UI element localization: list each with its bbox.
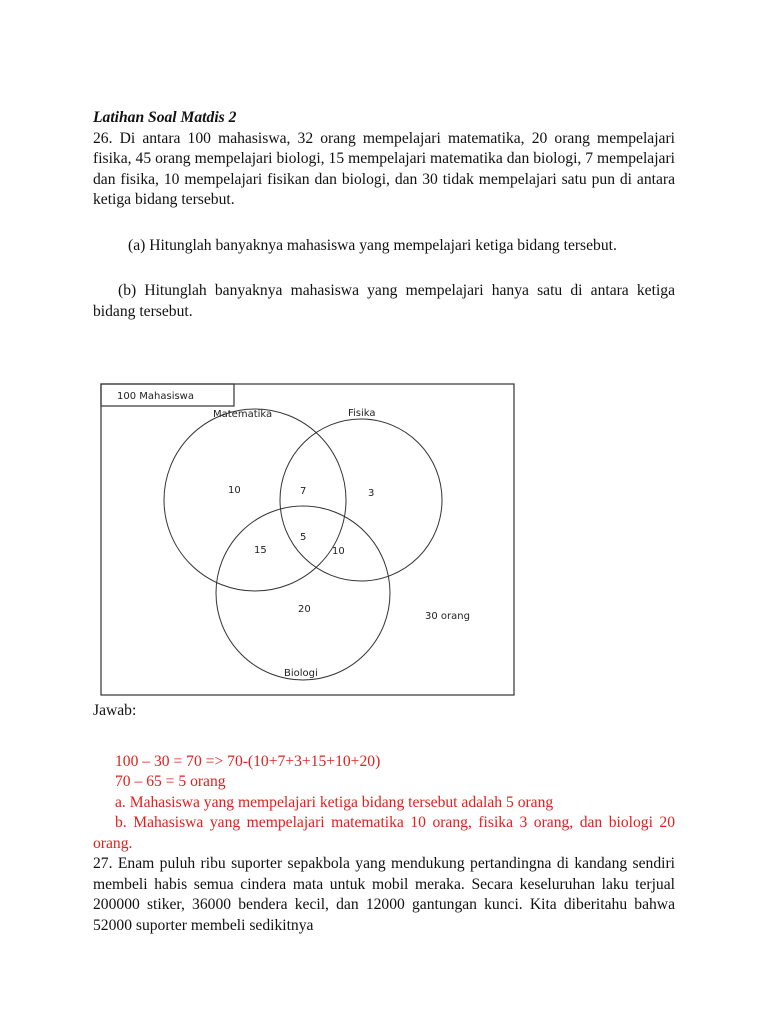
region-all-three: 5 bbox=[300, 532, 307, 543]
question-26-text: 26. Di antara 100 mahasiswa, 32 orang mempelajari matematika, 20 orang mempelajari fisika, 45 orang mempelajari biologi, 15 mempelajari matematika dan biologi, 7 mempelajari dan fisika, 10 mempelajari fisikan dan biologi, dan 30 tidak mempelajari satu pun di antara ketiga bidang tersebut. bbox=[93, 129, 675, 208]
answer-line-1: 100 – 30 = 70 => 70-(10+7+3+15+10+20) bbox=[115, 752, 381, 770]
region-physics-bio: 10 bbox=[332, 546, 345, 557]
question-26-part-a: (a) Hitunglah banyaknya mahasiswa yang mempelajari ketiga bidang tersebut. bbox=[128, 236, 617, 254]
answer-line-2: 70 – 65 = 5 orang bbox=[115, 773, 226, 790]
region-outside: 30 orang bbox=[425, 611, 470, 622]
label-biologi: Biologi bbox=[284, 668, 318, 679]
answer-section bbox=[93, 701, 675, 936]
question-26-part-b: (b) Hitunglah banyaknya mahasiswa yang mempelajari hanya satu di antara ketiga bidang tersebut. bbox=[93, 282, 675, 320]
circle-matematika bbox=[164, 409, 346, 591]
label-fisika: Fisika bbox=[348, 408, 376, 419]
region-math-physics: 7 bbox=[300, 486, 307, 497]
document-title: Latihan Soal Matdis 2 bbox=[93, 109, 237, 126]
circle-fisika bbox=[280, 419, 442, 581]
region-bio-only: 20 bbox=[298, 604, 311, 615]
answer-label: Jawab: bbox=[93, 702, 137, 719]
universe-box bbox=[101, 384, 514, 695]
region-physics-only: 3 bbox=[368, 488, 375, 499]
region-math-only: 10 bbox=[228, 485, 241, 496]
answer-line-3: a. Mahasiswa yang mempelajari ketiga bidang tersebut adalah 5 orang bbox=[115, 793, 554, 811]
answer-block bbox=[93, 752, 675, 855]
answer-line-4: b. Mahasiswa yang mempelajari matematika 10 orang, fisika 3 orang, dan biologi 20 orang. bbox=[93, 814, 675, 852]
universe-label: 100 Mahasiswa bbox=[117, 391, 194, 402]
region-math-bio: 15 bbox=[254, 545, 267, 556]
document-body bbox=[93, 108, 675, 322]
venn-diagram bbox=[100, 383, 515, 696]
question-27-text: 27. Enam puluh ribu suporter sepakbola yang mendukung pertandingna di kandang sendiri membeli habis semua cindera mata untuk mobil meraka. Secara keseluruhan laku terjual 200000 stiker, 36000 bendera kecil, dan 12000 gantungan kunci. Kita diberitahu bahwa 52000 suporter membeli sedikitnya bbox=[93, 855, 675, 934]
label-matematika: Matematika bbox=[213, 409, 273, 420]
